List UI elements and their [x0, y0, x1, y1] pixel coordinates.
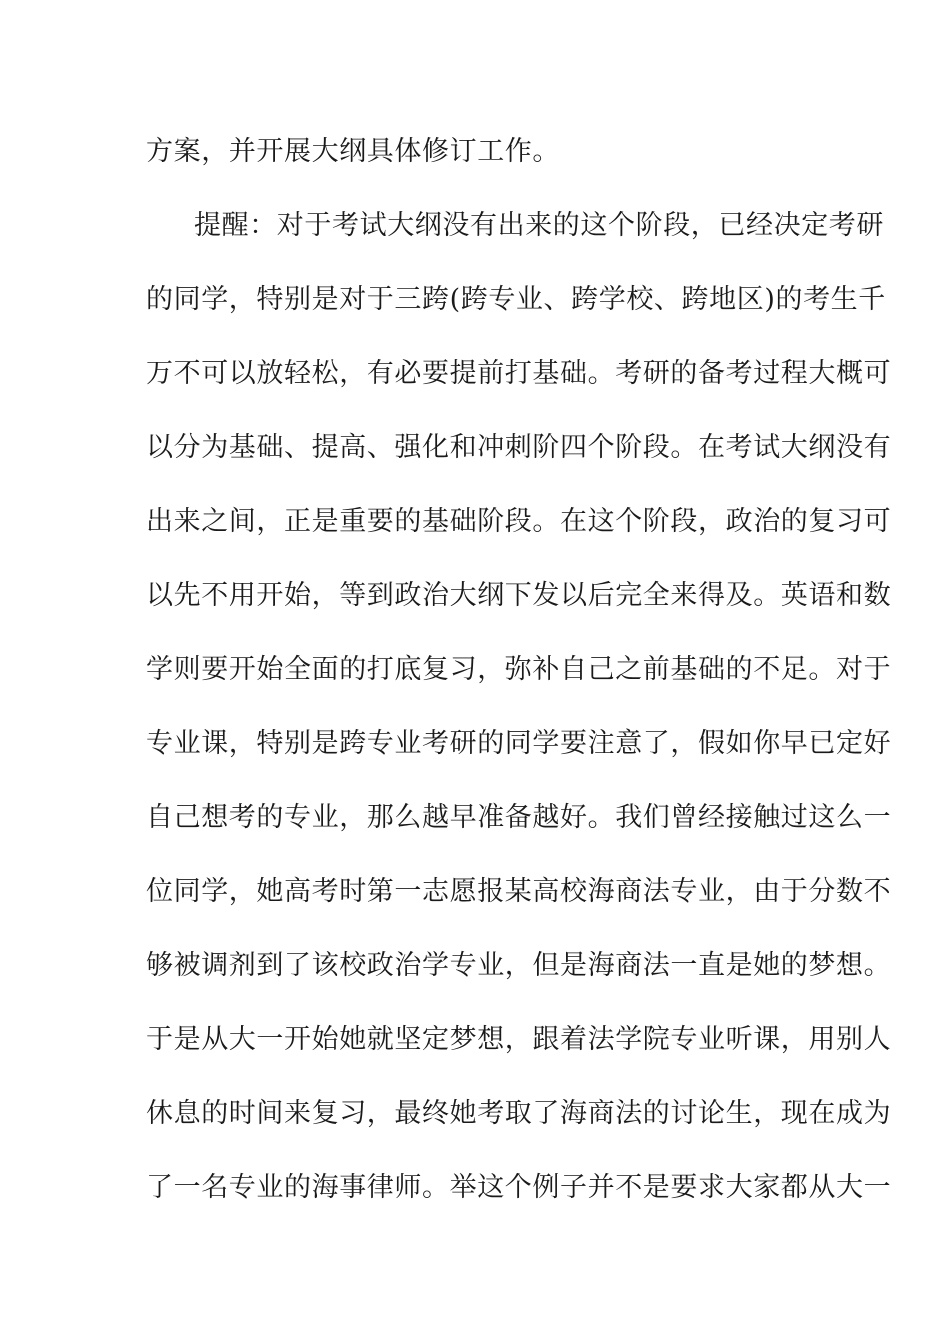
text-line-8: 学则要开始全面的打底复习，弥补自己之前基础的不足。对于 — [146, 654, 892, 685]
text-line-14: 休息的时间来复习，最终她考取了海商法的讨论生，现在成为 — [146, 1098, 892, 1129]
text-line-11: 位同学，她高考时第一志愿报某高校海商法专业，由于分数不 — [146, 876, 892, 907]
text-line-2: 提醒：对于考试大纲没有出来的这个阶段，已经决定考研 — [194, 210, 884, 241]
text-line-5: 以分为基础、提高、强化和冲刺阶四个阶段。在考试大纲没有 — [146, 432, 892, 463]
text-line-4: 万不可以放轻松，有必要提前打基础。考研的备考过程大概可 — [146, 358, 892, 389]
text-line-9: 专业课，特别是跨专业考研的同学要注意了，假如你早已定好 — [146, 728, 892, 759]
text-line-3: 的同学，特别是对于三跨(跨专业、跨学校、跨地区)的考生千 — [146, 284, 886, 315]
text-line-13: 于是从大一开始她就坚定梦想，跟着法学院专业听课，用别人 — [146, 1024, 892, 1055]
text-line-15: 了一名专业的海事律师。举这个例子并不是要求大家都从大一 — [146, 1172, 892, 1203]
text-line-6: 出来之间，正是重要的基础阶段。在这个阶段，政治的复习可 — [146, 506, 892, 537]
text-line-10: 自己想考的专业，那么越早准备越好。我们曾经接触过这么一 — [146, 802, 892, 833]
text-line-12: 够被调剂到了该校政治学专业，但是海商法一直是她的梦想。 — [146, 950, 892, 981]
text-line-7: 以先不用开始，等到政治大纲下发以后完全来得及。英语和数 — [146, 580, 892, 611]
text-line-1: 方案，并开展大纲具体修订工作。 — [146, 136, 560, 167]
